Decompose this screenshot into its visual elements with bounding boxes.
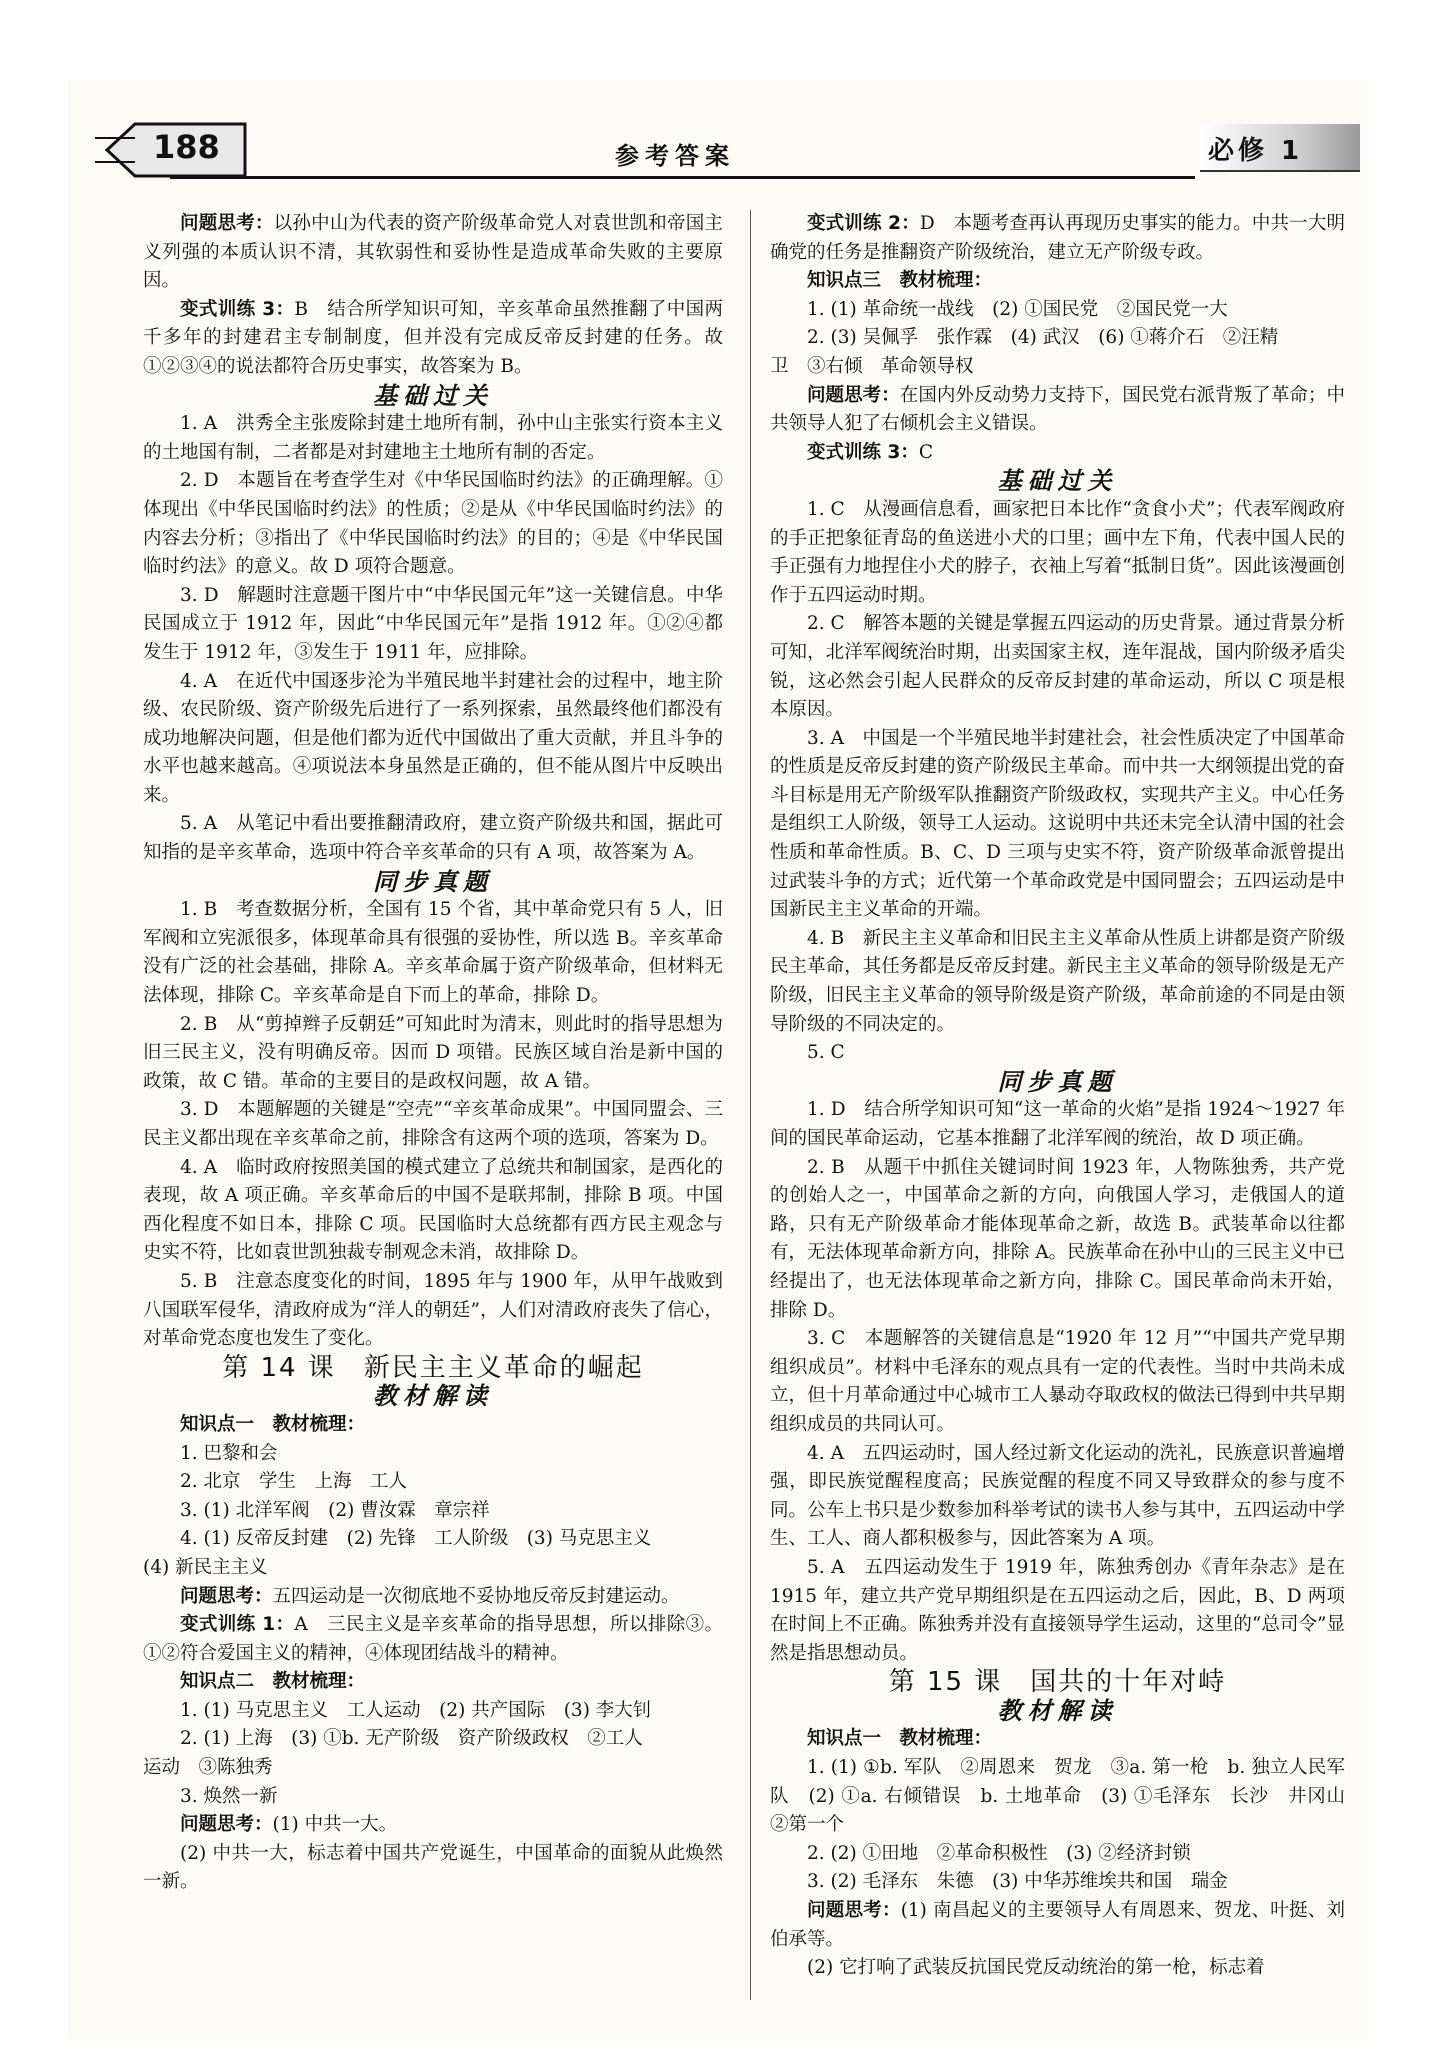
item-text: 教材解读 — [373, 1381, 493, 1411]
section-heading — [143, 382, 723, 411]
item-text: 基础过关 — [997, 466, 1118, 496]
section-heading — [770, 1068, 1345, 1097]
item-text: 2. B 从“剪掉辫子反朝廷”可知此时为清末，则此时的指导思想为旧三民主义，没有明确反帝。因而 D 项错。民族区域自治是新中国的政策，故 C 错。革命的主要目的是政权问题，故 A 错。 — [143, 1013, 723, 1092]
item-text: 以孙中山为代表的资产阶级革命党人对袁世凯和帝国主义列强的本质认识不清，其软弱性和妥协性是造成革命失败的主要原因。 — [143, 213, 723, 292]
item-text: 2. 北京 学生 上海 工人 — [180, 1471, 408, 1493]
text-line — [143, 1668, 723, 1697]
item-text: 教材解读 — [997, 1695, 1118, 1725]
item-text: 3. (2) 毛泽东 朱德 (3) 中华苏维埃共和国 瑞金 — [807, 1871, 1228, 1893]
item-text: 5. A 从笔记中看出要推翻清政府，建立资产阶级共和国，据此可知指的是辛亥革命，选项中符合辛亥革命的只有 A 项，故答案为 A。 — [143, 813, 723, 864]
item-text: 3. C 本题解答的关键信息是“1920 年 12 月”“中国共产党早期组织成员”。材料中毛泽东的观点具有一定的代表性。当时中共尚未成立，但十月革命通过中心城市工人暴动夺取政权的做法已得到中共早期组织成员的共同认可。 — [770, 1328, 1345, 1435]
item-text: 卫 ③右倾 革命领导权 — [770, 355, 974, 377]
item-text: 1. A 洪秀全主张废除封建土地所有制，孙中山主张实行资本主义的土地国有制，二者都是对封建地主土地所有制的否定。 — [143, 413, 723, 463]
item-text: 3. (1) 北洋军阀 (2) 曹汝霖 章宗祥 — [180, 1499, 490, 1521]
answer-paragraph — [143, 1096, 723, 1153]
item-label: 变式训练 2： — [807, 213, 920, 234]
answer-paragraph — [143, 1583, 723, 1612]
item-text: 2. B 从题干中抓住关键词时间 1923 年，人物陈独秀，共产党的创始人之一，中国革命之新的方向，向俄国人学习，走俄国人的道路，只有无产阶级革命才能体现革命之新，故选 B。武装革命以往都有，无法体现革命新方向，排除 A。民族革命在孙中山的三民主义中已经提出了，也无法体现革命之新方向，排除 C。国民革命尚未开始，排除 D。 — [770, 1156, 1345, 1321]
answer-line — [770, 1868, 1345, 1897]
item-text: 同步真题 — [997, 1066, 1118, 1096]
item-text: 5. A 五四运动发生于 1919 年，陈独秀创办《青年杂志》是在 1915 年，建立共产党早期组织是在五四运动之后，因此，B、D 两项在时间上不正确。陈独秀并没有直接领导学生运动，这里的“总司令”显然是指思想动员。 — [770, 1556, 1345, 1664]
answer-line — [770, 1840, 1345, 1869]
answer-line — [143, 1525, 723, 1554]
item-text: 同步真题 — [373, 866, 493, 896]
answer-paragraph — [143, 1840, 723, 1897]
left-column — [143, 210, 723, 1897]
item-text: (4) 新民主主义 — [143, 1556, 268, 1578]
item-label: 知识点一 教材梳理： — [180, 1413, 366, 1435]
item-label: 问题思考： — [180, 213, 274, 234]
answer-line — [770, 324, 1345, 353]
item-text: (1) 中共一大。 — [272, 1814, 398, 1836]
item-text: D 本题考查再认再现历史事实的能力。中共一大明确党的任务是推翻资产阶级统治，建立无产阶级专政。 — [770, 213, 1345, 263]
item-label: 知识点二 教材梳理： — [180, 1671, 366, 1693]
answer-line — [143, 1783, 723, 1812]
answer-paragraph — [143, 582, 723, 668]
section-heading — [770, 1697, 1345, 1726]
item-text: 基础过关 — [373, 380, 493, 410]
item-text: (2) 中共一大，标志着中国共产党诞生，中国革命的面貌从此焕然一新。 — [143, 1842, 723, 1893]
item-text: 五四运动是一次彻底地不妥协地反帝反封建运动。 — [272, 1585, 680, 1607]
section-heading — [770, 467, 1345, 496]
item-text: (2) 它打响了武装反抗国民党反动统治的第一枪，标志着 — [807, 1957, 1265, 1979]
item-text: C — [918, 441, 933, 463]
answer-paragraph — [770, 382, 1345, 439]
answer-line — [143, 1468, 723, 1497]
answer-paragraph — [143, 467, 723, 581]
text-line — [770, 353, 1345, 382]
item-text: 2. (2) ①田地 ②革命积极性 (3) ②经济封锁 — [807, 1842, 1191, 1864]
item-text: 3. D 本题解题的关键是“空壳”“辛亥革命成果”。中国同盟会、三民主义都出现在辛亥革命之前，排除含有这两个项的选项，答案为 D。 — [143, 1099, 723, 1149]
answer-paragraph — [143, 896, 723, 1010]
text-line — [143, 1554, 723, 1583]
answer-paragraph — [143, 1011, 723, 1097]
answer-paragraph — [143, 296, 723, 382]
item-text: 5. C — [807, 1042, 845, 1064]
item-label: 问题思考： — [180, 1814, 273, 1836]
answer-line — [770, 296, 1345, 325]
answer-line — [143, 1497, 723, 1526]
item-text: 3. 焕然一新 — [180, 1785, 278, 1807]
item-text: 2. (3) 吴佩孚 张作霖 (4) 武汉 (6) ①蒋介石 ②汪精 — [807, 327, 1279, 349]
item-text: 1. D 结合所学知识可知“这一革命的火焰”是指 1924～1927 年间的国民革命运动，它基本推翻了北洋军阀的统治，故 D 项正确。 — [770, 1099, 1345, 1149]
header-rule — [170, 176, 1195, 179]
section-heading — [143, 868, 723, 897]
item-text: B 结合所学知识可知，辛亥革命虽然推翻了中国两千多年的封建君主专制制度，但并没有完成反帝反封建的任务。故①②③④的说法都符合历史事实，故答案为 B。 — [143, 298, 723, 377]
answer-line — [770, 1039, 1345, 1068]
answer-paragraph — [770, 1154, 1345, 1326]
item-text: 4. A 临时政府按照美国的模式建立了总统共和制国家，是西化的表现，故 A 项正确。辛亥革命后的中国不是联邦制，排除 B 项。中国西化程度不如日本，排除 C 项。民国临时大总统都有西方民主观念与史实不符，比如袁世凯独裁专制观念未消，故排除 D。 — [143, 1156, 723, 1264]
page-number: 188 — [153, 128, 220, 166]
item-text: 3. A 中国是一个半殖民地半封建社会，社会性质决定了中国革命的性质是反帝反封建的资产阶级民主革命。而中共一大纲领提出党的奋斗目标是用无产阶级军队推翻资产阶级政权，实现共产主义。中心任务是组织工人阶级，领导工人运动。这说明中共还未完全认清中国的社会性质和革命性质。B、C、D 三项与史实不符，资产阶级革命派曾提出过武装斗争的方式；近代第一个革命政党是中国同盟会；五四运动是中国新民主主义革命的开端。 — [770, 727, 1345, 921]
section-heading — [143, 1382, 723, 1411]
answer-paragraph — [770, 1325, 1345, 1439]
answer-paragraph — [770, 496, 1345, 610]
item-label: 知识点三 教材梳理： — [807, 270, 993, 292]
answer-paragraph — [770, 1554, 1345, 1668]
text-line — [770, 267, 1345, 296]
answer-line — [143, 1725, 723, 1754]
item-text: 1. (1) 马克思主义 工人运动 (2) 共产国际 (3) 李大钊 — [180, 1699, 652, 1721]
item-label: 问题思考： — [180, 1585, 273, 1607]
answer-paragraph — [143, 668, 723, 811]
answer-paragraph — [143, 1611, 723, 1668]
answer-paragraph — [770, 725, 1345, 925]
item-label: 变式训练 3： — [180, 298, 295, 320]
lesson-title — [770, 1668, 1345, 1697]
answer-paragraph — [143, 210, 723, 296]
answer-paragraph — [770, 1954, 1345, 1983]
item-text: 1. (1) ①b. 军队 ②周恩来 贺龙 ③a. 第一枪 b. 独立人民军队 (2) ①a. 右倾错误 b. 土地革命 (3) ①毛泽东 长沙 井冈山 ②第一个 — [770, 1757, 1364, 1836]
item-text: (1) 南昌起义的主要领导人有周恩来、贺龙、叶挺、刘伯承等。 — [770, 1900, 1345, 1950]
answer-paragraph — [143, 410, 723, 467]
item-label: 变式训练 3： — [807, 441, 919, 463]
item-text: 2. (1) 上海 (3) ①b. 无产阶级 资产阶级政权 ②工人 — [180, 1728, 643, 1750]
answer-paragraph — [770, 610, 1345, 724]
item-label: 知识点一 教材梳理： — [807, 1728, 993, 1750]
item-text: 1. (1) 革命统一战线 (2) ①国民党 ②国民党一大 — [807, 298, 1228, 320]
item-text: 2. C 解答本题的关键是掌握五四运动的历史背景。通过背景分析可知，北洋军阀统治时期，出卖国家主权，连年混战，国内阶级矛盾尖锐，这必然会引起人民群众的反帝反封建的革命运动，所以 C 项是根本原因。 — [770, 613, 1345, 721]
item-text: 在国内外反动势力支持下，国民党右派背叛了革命；中共领导人犯了右倾机会主义错误。 — [770, 384, 1345, 435]
answer-paragraph — [770, 1440, 1345, 1554]
right-column — [770, 210, 1364, 1983]
text-line — [143, 1411, 723, 1440]
text-line — [143, 1754, 723, 1783]
item-label: 问题思考： — [807, 384, 900, 406]
volume-label: 必修 1 — [1208, 136, 1304, 166]
answer-line — [770, 439, 1345, 468]
item-text: 第 14 课 新民主主义革命的崛起 — [222, 1352, 644, 1383]
answer-paragraph — [770, 1754, 1364, 1840]
volume-tag — [1200, 124, 1360, 172]
answer-paragraph — [770, 1897, 1345, 1954]
answer-paragraph — [770, 210, 1345, 267]
text-line — [143, 1811, 723, 1840]
item-text: 1. 巴黎和会 — [180, 1442, 278, 1464]
item-text: 4. (1) 反帝反封建 (2) 先锋 工人阶级 (3) 马克思主义 — [180, 1528, 652, 1550]
lesson-title — [143, 1354, 723, 1383]
item-text: 运动 ③陈独秀 — [143, 1757, 273, 1779]
item-label: 问题思考： — [807, 1900, 901, 1922]
page-title: 参考答案 — [615, 142, 735, 170]
item-text: 1. C 从漫画信息看，画家把日本比作“贪食小犬”；代表军阀政府的手正把象征青岛的鱼送进小犬的口里；画中左下角，代表中国人民的手正强有力地捏住小犬的脖子，衣袖上写着“抵制日货”。因此该漫画创作于五四运动时期。 — [770, 498, 1345, 606]
answer-paragraph — [143, 810, 723, 867]
item-text: 4. B 新民主主义革命和旧民主主义革命从性质上讲都是资产阶级民主革命，其任务都是反帝反封建。新民主主义革命的领导阶级是无产阶级，旧民主主义革命的领导阶级是资产阶级，革命前途的不同是由领导阶级的不同决定的。 — [770, 927, 1345, 1035]
item-text: 3. D 解题时注意题干图片中“中华民国元年”这一关键信息。中华民国成立于 1912 年，因此“中华民国元年”是指 1912 年。①②④都发生于 1912 年，③发生于 1911 年，应排除。 — [143, 584, 723, 663]
item-text: 5. B 注意态度变化的时间，1895 年与 1900 年，从甲午战败到八国联军侵华，清政府成为“洋人的朝廷”，人们对清政府丧失了信心，对革命党态度也发生了变化。 — [143, 1270, 723, 1350]
item-text: 4. A 在近代中国逐步沦为半殖民地半封建社会的过程中，地主阶级、农民阶级、资产阶级先后进行了一系列探索，虽然最终他们都没有成功地解决问题，但是他们都为近代中国做出了重大贡献，并且斗争的水平也越来越高。④项说法本身虽然是正确的，但不能从图片中反映出来。 — [143, 670, 723, 806]
answer-paragraph — [770, 1096, 1345, 1153]
item-label: 变式训练 1： — [180, 1614, 295, 1636]
item-text: 1. B 考查数据分析，全国有 15 个省，其中革命党只有 5 人，旧军阀和立宪派很多，体现革命具有很强的妥协性，所以选 B。辛亥革命没有广泛的社会基础，排除 A。辛亥革命属于资产阶级革命，但材料无法体现，排除 C。辛亥革命是自下而上的革命，排除 D。 — [143, 899, 723, 1007]
answer-line — [143, 1440, 723, 1469]
answer-paragraph — [770, 925, 1345, 1039]
item-text: 4. A 五四运动时，国人经过新文化运动的洗礼，民族意识普遍增强，即民族觉醒程度高；民族觉醒的程度不同又导致群众的参与度不同。公车上书只是少数参加科举考试的读书人参与其中，五四运动中学生、工人、商人都积极参与，因此答案为 A 项。 — [770, 1442, 1345, 1550]
item-text: 2. D 本题旨在考查学生对《中华民国临时约法》的正确理解。①体现出《中华民国临时约法》的性质；②是从《中华民国临时约法》的内容去分析；③指出了《中华民国临时约法》的目的；④是《中华民国临时约法》的意义。故 D 项符合题意。 — [143, 470, 723, 578]
text-line — [770, 1725, 1345, 1754]
answer-line — [143, 1697, 723, 1726]
answer-paragraph — [143, 1268, 723, 1354]
answer-paragraph — [143, 1154, 723, 1268]
item-text: A 三民主义是辛亥革命的指导思想，所以排除③。①②符合爱国主义的精神，④体现团结战斗的精神。 — [143, 1614, 723, 1664]
item-text: 第 15 课 国共的十年对峙 — [888, 1667, 1227, 1698]
page-number-badge — [95, 118, 255, 182]
